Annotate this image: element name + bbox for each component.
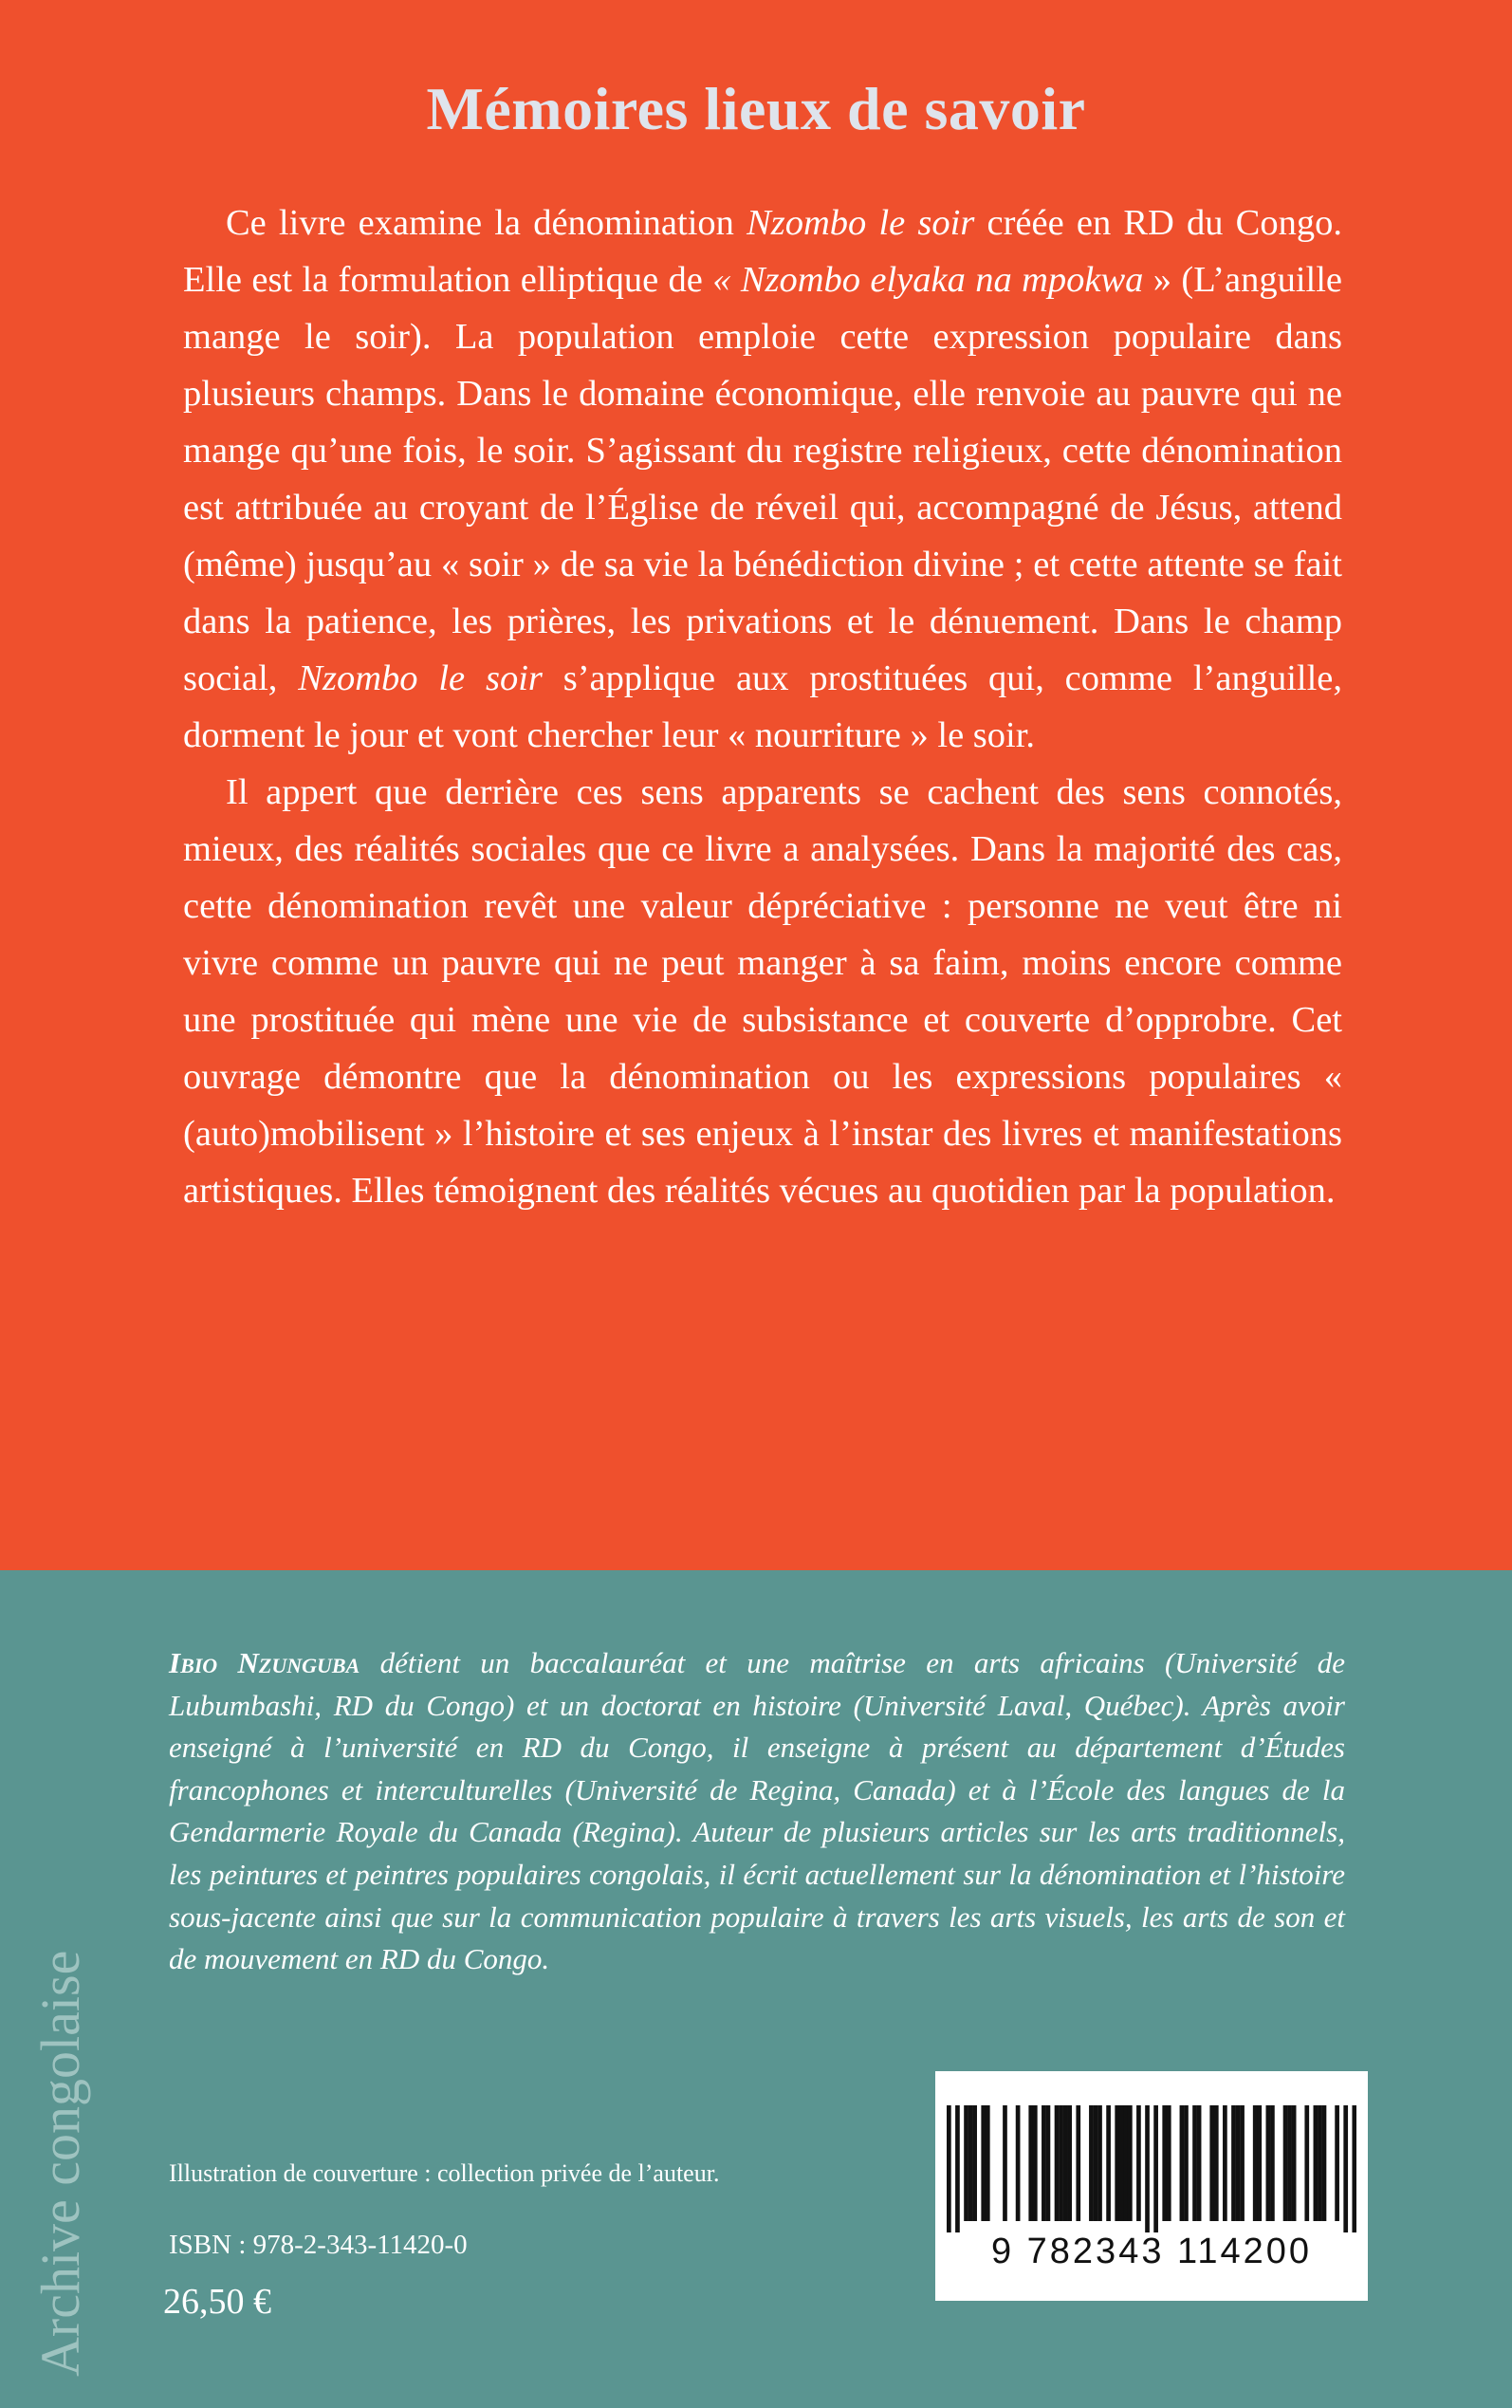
barcode-bar <box>1046 2105 1051 2221</box>
barcode-bar <box>1270 2105 1275 2221</box>
barcode-bar <box>1167 2105 1171 2221</box>
barcode-bar <box>1123 2105 1128 2221</box>
barcode-bar <box>1063 2105 1068 2221</box>
barcode-bar <box>955 2105 960 2232</box>
author-bio-text: détient un baccalauréat et une maîtrise en arts africains (Université de Lubumbashi, RD du Congo) et un doctorat en histoire (Université Laval, Québec). Après avoir enseigné à l’université en RD du Congo, il enseigne à présent au département d’Études francophones et interculturelles (Université de Regina, Canada) et à l’École des langues de la Gendarmerie Royale du Canada (Regina). Auteur de plusieurs articles sur les arts traditionnels, les peintures et peintres populaires congolais, il écrit actuellement sur la dénomination et l’histoire sous-jacente ainsi que sur la communication populaire à travers les arts visuels, les arts de son et de mouvement en RD du Congo. <box>169 1646 1346 1976</box>
synopsis-paragraph-1 <box>183 194 1342 764</box>
synopsis <box>183 194 1342 1219</box>
synopsis-paragraph-2: Il appert que derrière ces sens apparents se cachent des sens connotés, mieux, des réalités sociales que ce livre a analysées. Dans la majorité des cas, cette dénomination revêt une valeur dépréciative : personne ne veut être ni vivre comme un pauvre qui ne peut manger à sa faim, moins encore comme une prostituée qui mène une vie de subsistance et couverte d’opprobre. Cet ouvrage démontre que la dénomination ou les expressions populaires « (auto)mobilisent » l’histoire et ses enjeux à l’instar des livres et manifestations artistiques. Elles témoignent des réalités vécues au quotidien par la population. <box>183 772 1342 1211</box>
barcode-bar <box>1076 2105 1080 2221</box>
barcode-bar <box>1119 2105 1124 2221</box>
barcode-bar <box>1283 2105 1288 2221</box>
series-name: Archive congolaise <box>29 1950 91 2377</box>
barcode-bar <box>1153 2105 1158 2232</box>
synopsis-text-run: Ce livre examine la dénomination <box>226 203 747 243</box>
barcode-bar <box>1352 2105 1356 2232</box>
barcode-bar <box>1033 2105 1038 2221</box>
barcode-bar <box>1067 2105 1072 2221</box>
barcode-bar <box>1214 2105 1219 2221</box>
barcode-bar <box>1314 2105 1318 2221</box>
barcode-bar <box>1287 2105 1292 2221</box>
cover-credit: Illustration de couverture : collection privée de l’auteur. <box>169 2159 720 2187</box>
barcode-bar <box>1003 2105 1007 2221</box>
barcode-bar <box>1042 2105 1046 2221</box>
barcode-bar <box>1097 2105 1102 2221</box>
barcode-bar <box>1094 2105 1098 2221</box>
author-name <box>169 1646 360 1679</box>
barcode-bar <box>1184 2105 1189 2221</box>
barcode-bar <box>972 2105 977 2221</box>
barcode-bar <box>1240 2105 1245 2221</box>
book-title: Mémoires lieux de savoir <box>426 75 1086 142</box>
barcode-bar <box>1209 2105 1214 2221</box>
barcode-bar <box>1136 2105 1141 2221</box>
barcode-bar <box>968 2105 973 2221</box>
barcode-bar <box>1292 2105 1297 2221</box>
barcode-bar <box>1192 2105 1197 2221</box>
author-last-name: Nzunguba <box>237 1646 360 1679</box>
price: 26,50 € <box>163 2282 271 2322</box>
synopsis-italic-run: « Nzombo elyaka na mpokwa <box>712 260 1144 300</box>
barcode-bar <box>1343 2105 1348 2232</box>
synopsis-italic-run: Nzombo le soir <box>747 203 975 243</box>
barcode-bar <box>1180 2105 1185 2221</box>
barcode-bar <box>1318 2105 1322 2221</box>
barcode-bar <box>1016 2105 1021 2221</box>
barcode-bar <box>1266 2105 1271 2221</box>
barcode-bar <box>1231 2105 1236 2221</box>
isbn: ISBN : 978-2-343-11420-0 <box>169 2230 468 2260</box>
synopsis-text-run: s’applique aux prostituées qui, comme l’anguille, dorment le jour et vont chercher leur « nourriture » le soir. <box>183 658 1343 755</box>
barcode-bar <box>1145 2105 1150 2232</box>
synopsis-text-run: créée en RD du Congo. Elle est la formulation elliptique de <box>183 203 1342 300</box>
barcode-bar <box>1106 2105 1111 2221</box>
synopsis-italic-run: Nzombo le soir <box>298 658 543 698</box>
barcode-bar <box>1128 2105 1133 2221</box>
barcode-bar <box>964 2105 968 2221</box>
barcode-bar <box>1257 2105 1262 2221</box>
barcode-bar <box>1089 2105 1094 2221</box>
barcode-bars <box>947 2105 1356 2232</box>
barcode-bar <box>1253 2105 1258 2221</box>
author-bio <box>169 1642 1345 1981</box>
barcode-bar <box>947 2105 951 2232</box>
barcode-bar <box>1335 2105 1339 2221</box>
barcode-bar <box>1197 2105 1202 2221</box>
barcode-bar <box>1304 2105 1309 2221</box>
barcode-bar <box>1162 2105 1167 2221</box>
author-first-name: Ibio <box>169 1646 218 1679</box>
barcode-bar <box>981 2105 986 2221</box>
barcode-bar <box>1055 2105 1060 2221</box>
barcode-bar <box>1059 2105 1063 2221</box>
barcode-number: 9 782343 114200 <box>990 2232 1313 2271</box>
barcode-bar <box>1322 2105 1327 2221</box>
barcode-bar <box>1115 2105 1119 2221</box>
barcode <box>935 2071 1368 2301</box>
synopsis-text-run: » (L’anguille mange le soir). La population emploie cette expression populaire dans plusieurs champs. Dans le domaine économique, elle renvoie au pauvre qui ne mange qu’une fois, le soir. S’agissant du registre religieux, cette dénomination est attribuée au croyant de l’Église de réveil qui, accompagné de Jésus, attend (même) jusqu’au « soir » de sa vie la bénédiction divine ; et cette attente se fait dans la patience, les prières, les privations et le dénuement. Dans le champ social, <box>183 260 1343 698</box>
barcode-bar <box>1223 2105 1227 2221</box>
barcode-bar <box>1028 2105 1033 2221</box>
barcode-bar <box>1236 2105 1241 2221</box>
barcode-bar <box>986 2105 990 2221</box>
